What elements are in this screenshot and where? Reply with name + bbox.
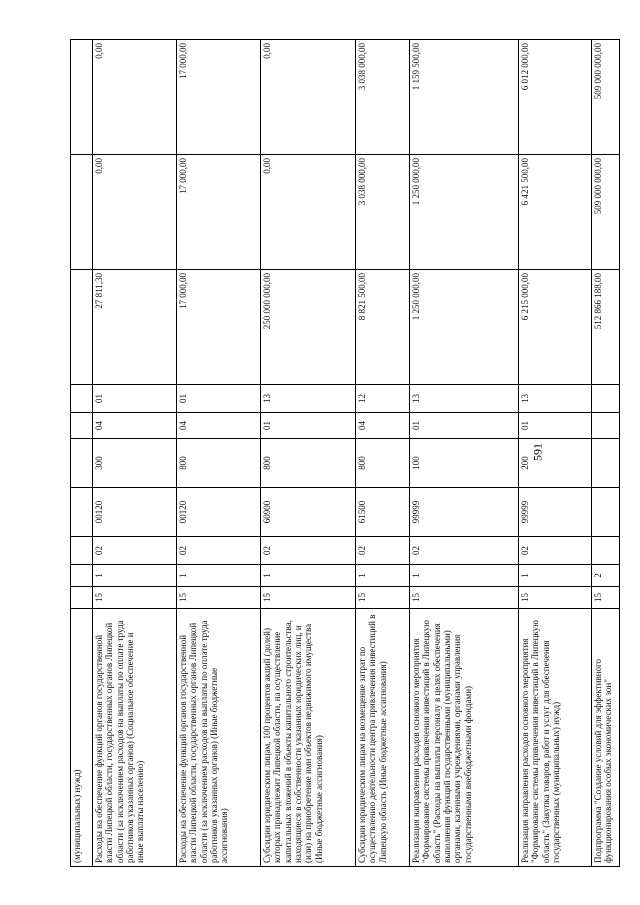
row-description: Реализация направления расходов основного мероприятия "Формирование системы привлечения инвестиций в Липецкую область" (Расходы на выплаты персоналу в целях обеспечения выполнения функций государственными (муниципальными) органами, казенными учреждениями, органами управления государственными внебюджетными фондами) — [410, 609, 519, 867]
expense-type-code: 800 — [261, 439, 356, 488]
direction-code: 99999 — [410, 488, 519, 537]
table-row — [519, 40, 592, 867]
program-code: 15 — [410, 587, 519, 609]
event-code: 02 — [177, 537, 261, 565]
program-code: 15 — [261, 587, 356, 609]
subsection-code: 13 — [261, 385, 356, 413]
subsection-code: 13 — [519, 385, 592, 413]
table-row — [93, 40, 177, 867]
section-code: 04 — [93, 413, 177, 439]
subprogram-code: 1 — [177, 565, 261, 587]
amount-year-2: 0,00 — [261, 155, 356, 270]
subprogram-code: 1 — [93, 565, 177, 587]
subprogram-code: 1 — [261, 565, 356, 587]
table-row — [71, 40, 93, 867]
row-description: Расходы на обеспечение функций органов государственной власти Липецкой области, государственных органов Липецкой области (за исключением расходов на выплаты по оплате труда работников указанных органов) (Социальное обеспечение и иные выплаты населению) — [93, 609, 177, 867]
amount-year-2: 3 038 000,00 — [356, 155, 410, 270]
amount-year-2: 17 000,00 — [177, 155, 261, 270]
expense-type-code: 800 — [177, 439, 261, 488]
table-row — [592, 40, 620, 867]
section-code: 04 — [356, 413, 410, 439]
direction-code: 99999 — [519, 488, 592, 537]
amount-year-3 — [71, 40, 93, 155]
direction-code: 00120 — [93, 488, 177, 537]
row-description: (муниципальных) нужд) — [71, 609, 93, 867]
amount-year-3: 509 000 000,00 — [592, 40, 620, 155]
subsection-code: 01 — [177, 385, 261, 413]
event-code: 02 — [93, 537, 177, 565]
program-code — [71, 587, 93, 609]
amount-year-1: 17 000,00 — [177, 270, 261, 385]
event-code: 02 — [261, 537, 356, 565]
row-description: Реализация направления расходов основного мероприятия "Формирование системы привлечения инвестиций в Липецкую область" (Закупка товаров, работ и услуг для обеспечения государственных (муниципальных) нужд) — [519, 609, 592, 867]
amount-year-2: 6 421 500,00 — [519, 155, 592, 270]
program-code: 15 — [93, 587, 177, 609]
page-number: 591 — [530, 443, 545, 461]
subsection-code: 13 — [410, 385, 519, 413]
subsection-code: 12 — [356, 385, 410, 413]
program-code: 15 — [519, 587, 592, 609]
subprogram-code: 1 — [519, 565, 592, 587]
section-code: 01 — [519, 413, 592, 439]
section-code: 01 — [261, 413, 356, 439]
expense-type-code — [71, 439, 93, 488]
direction-code: 00120 — [177, 488, 261, 537]
section-code: 04 — [177, 413, 261, 439]
direction-code: 60900 — [261, 488, 356, 537]
amount-year-2: 0,00 — [93, 155, 177, 270]
amount-year-3: 6 012 000,00 — [519, 40, 592, 155]
direction-code — [71, 488, 93, 537]
program-code: 15 — [177, 587, 261, 609]
amount-year-1: 250 000 000,00 — [261, 270, 356, 385]
subprogram-code: 1 — [356, 565, 410, 587]
subprogram-code: 1 — [410, 565, 519, 587]
program-code: 15 — [356, 587, 410, 609]
subsection-code — [71, 385, 93, 413]
row-description: Субсидии юридическим лицам, 100 процентов акций (долей) которых принадлежит Липецкой области, на осуществление капитальных вложений в объекты капитального строительства, находящиеся в собственности указанных юридических лиц, и (или) на приобретение ими объектов недвижимого имущества (Иные бюджетные ассигнования) — [261, 609, 356, 867]
rotated-page-content — [70, 40, 614, 867]
table-row — [410, 40, 519, 867]
amount-year-3: 0,00 — [261, 40, 356, 155]
amount-year-1: 512 866 188,00 — [592, 270, 620, 385]
amount-year-1: 1 250 000,00 — [410, 270, 519, 385]
expense-type-code: 200 — [519, 439, 592, 488]
expense-type-code — [592, 439, 620, 488]
direction-code — [592, 488, 620, 537]
row-description: Подпрограмма "Создание условий для эффективного функционирования особых экономических зон" — [592, 609, 620, 867]
event-code: 02 — [356, 537, 410, 565]
event-code: 02 — [410, 537, 519, 565]
amount-year-1: 6 215 000,00 — [519, 270, 592, 385]
section-code: 01 — [410, 413, 519, 439]
event-code — [71, 537, 93, 565]
expense-type-code: 300 — [93, 439, 177, 488]
amount-year-3: 17 000,00 — [177, 40, 261, 155]
amount-year-3: 3 038 000,00 — [356, 40, 410, 155]
expense-type-code: 100 — [410, 439, 519, 488]
table-row — [177, 40, 261, 867]
row-description: Расходы на обеспечение функций органов государственной власти Липецкой области, государственных органов Липецкой области (за исключением расходов на выплаты по оплате труда работников указанных органов) (Иные бюджетные ассигнования) — [177, 609, 261, 867]
amount-year-3: 1 159 500,00 — [410, 40, 519, 155]
amount-year-1: 27 811,30 — [93, 270, 177, 385]
section-code — [592, 413, 620, 439]
subsection-code: 01 — [93, 385, 177, 413]
amount-year-3: 0,00 — [93, 40, 177, 155]
subprogram-code — [71, 565, 93, 587]
event-code — [592, 537, 620, 565]
amount-year-2 — [71, 155, 93, 270]
row-description: Субсидии юридическим лицам на возмещение затрат по осуществлению деятельности центра привлечения инвестиций в Липецкую область (Иные бюджетные ассигнования) — [356, 609, 410, 867]
section-code — [71, 413, 93, 439]
program-code: 15 — [592, 587, 620, 609]
subsection-code — [592, 385, 620, 413]
expense-type-code: 800 — [356, 439, 410, 488]
amount-year-1: 8 821 500,00 — [356, 270, 410, 385]
direction-code: 61500 — [356, 488, 410, 537]
amount-year-2: 1 250 000,00 — [410, 155, 519, 270]
amount-year-1 — [71, 270, 93, 385]
table-row — [356, 40, 410, 867]
table-row — [261, 40, 356, 867]
event-code: 02 — [519, 537, 592, 565]
budget-table — [70, 39, 620, 867]
amount-year-2: 509 000 000,00 — [592, 155, 620, 270]
subprogram-code: 2 — [592, 565, 620, 587]
